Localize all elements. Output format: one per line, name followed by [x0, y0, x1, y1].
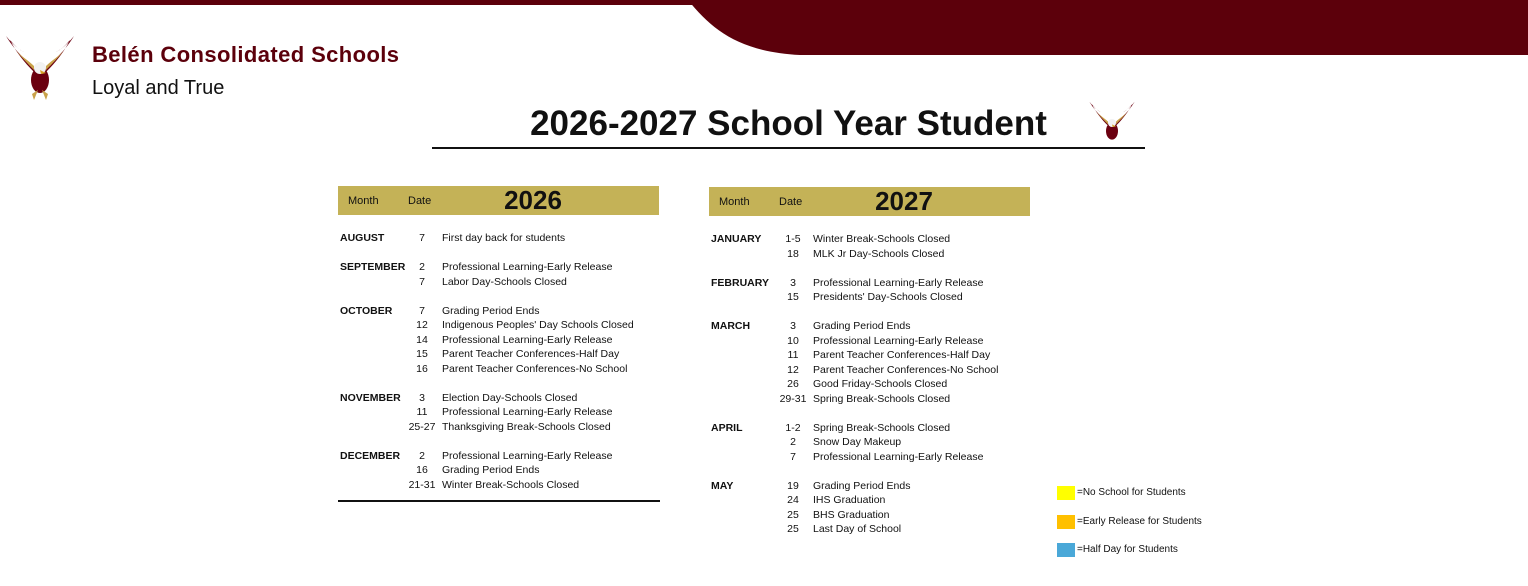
- month-label: APRIL: [711, 421, 743, 434]
- month-label: NOVEMBER: [340, 391, 401, 404]
- year-block-2027: [709, 187, 1030, 551]
- legend-label: =Early Release for Students: [1077, 515, 1202, 527]
- site-tagline: Loyal and True: [92, 77, 225, 99]
- site-title[interactable]: Belén Consolidated Schools: [92, 42, 400, 67]
- month-group-september: [338, 260, 659, 289]
- event-date: 2: [419, 261, 425, 273]
- event-row: [338, 405, 659, 420]
- event-date: 7: [790, 450, 796, 463]
- event-row: [709, 319, 1030, 334]
- month-column-header: Month: [348, 195, 379, 207]
- month-group-april: [709, 421, 1030, 465]
- event-date: 7: [419, 232, 425, 244]
- year-label: 2027: [875, 186, 933, 216]
- event-date: 25-27: [408, 420, 436, 433]
- event-description: Good Friday-Schools Closed: [813, 378, 948, 390]
- eagle-mascot-icon: [1088, 98, 1136, 148]
- event-row: [338, 318, 659, 333]
- event-description: Grading Period Ends: [813, 320, 911, 332]
- event-description: Spring Break-Schools Closed: [813, 392, 951, 405]
- event-date: 19: [787, 479, 799, 492]
- event-description: Professional Learning-Early Release: [442, 261, 613, 273]
- event-row: [709, 450, 1030, 465]
- event-date: 7: [419, 304, 425, 317]
- event-description: Parent Teacher Conferences-No School: [813, 363, 999, 376]
- legend-label: =Half Day for Students: [1077, 544, 1178, 555]
- title-divider: [432, 147, 1145, 149]
- event-date: 21-31: [408, 478, 436, 491]
- event-row: [709, 363, 1030, 378]
- event-description: Winter Break-Schools Closed: [442, 478, 580, 491]
- event-date: 18: [787, 247, 799, 260]
- event-row: [709, 232, 1030, 247]
- event-description: First day back for students: [442, 232, 566, 244]
- event-description: Parent Teacher Conferences-Half Day: [442, 348, 620, 360]
- event-row: [709, 377, 1030, 392]
- month-group-october: [338, 304, 659, 377]
- event-date: 7: [419, 275, 425, 288]
- event-description: IHS Graduation: [813, 494, 886, 506]
- event-description: Labor Day-Schools Closed: [442, 275, 567, 288]
- event-date: 12: [416, 319, 428, 331]
- event-description: Thanksgiving Break-Schools Closed: [442, 420, 611, 433]
- event-row: [338, 304, 659, 319]
- event-description: Parent Teacher Conferences-No School: [442, 362, 628, 375]
- year-block-2026: [338, 186, 659, 507]
- event-description: Professional Learning-Early Release: [442, 449, 613, 462]
- event-description: Professional Learning-Early Release: [442, 333, 613, 346]
- month-group-may: [709, 479, 1030, 537]
- event-row: [709, 493, 1030, 508]
- event-date: 16: [416, 362, 428, 375]
- month-group-january: [709, 232, 1030, 261]
- event-date: 25: [787, 508, 799, 521]
- month-group-february: [709, 276, 1030, 305]
- event-date: 10: [787, 334, 799, 347]
- event-date: 3: [790, 276, 796, 289]
- event-row: [338, 391, 659, 406]
- event-description: Last Day of School: [813, 523, 902, 535]
- event-date: 1-5: [785, 233, 801, 245]
- event-date: 25: [787, 523, 799, 535]
- event-row: [338, 478, 659, 493]
- event-row: [338, 260, 659, 275]
- event-row: [338, 362, 659, 377]
- event-row: [709, 508, 1030, 523]
- event-date: 16: [416, 464, 428, 476]
- event-row: [709, 421, 1030, 436]
- year-header: [709, 187, 1030, 216]
- event-row: [709, 247, 1030, 262]
- month-label: DECEMBER: [340, 449, 401, 462]
- event-date: 29-31: [779, 392, 807, 405]
- event-row: [709, 522, 1030, 537]
- month-label: OCTOBER: [340, 304, 393, 317]
- event-row: [709, 290, 1030, 305]
- event-date: 26: [787, 378, 799, 390]
- event-row: [709, 479, 1030, 494]
- event-row: [338, 275, 659, 290]
- event-description: Parent Teacher Conferences-Half Day: [813, 349, 991, 361]
- event-date: 14: [416, 333, 428, 346]
- event-description: MLK Jr Day-Schools Closed: [813, 247, 945, 260]
- month-label: FEBRUARY: [711, 276, 769, 289]
- date-column-header: Date: [408, 195, 432, 207]
- event-description: BHS Graduation: [813, 508, 890, 521]
- legend-swatch: [1057, 515, 1075, 529]
- event-date: 3: [790, 320, 796, 332]
- event-row: [338, 420, 659, 435]
- month-column-header: Month: [719, 196, 750, 208]
- date-column-header: Date: [779, 196, 803, 208]
- event-date: 24: [787, 494, 799, 506]
- event-description: Professional Learning-Early Release: [442, 406, 613, 418]
- event-row: [338, 449, 659, 464]
- eagle-logo-icon[interactable]: [4, 32, 76, 104]
- event-date: 11: [787, 349, 799, 361]
- event-description: Election Day-Schools Closed: [442, 391, 578, 404]
- event-description: Presidents' Day-Schools Closed: [813, 291, 963, 303]
- event-description: Professional Learning-Early Release: [813, 276, 984, 289]
- event-description: Professional Learning-Early Release: [813, 450, 984, 463]
- event-description: Winter Break-Schools Closed: [813, 233, 951, 245]
- event-date: 15: [416, 348, 428, 360]
- month-group-november: [338, 391, 659, 435]
- event-description: Grading Period Ends: [442, 304, 540, 317]
- month-group-august: [338, 231, 659, 246]
- month-label: MARCH: [711, 320, 751, 332]
- event-date: 3: [419, 391, 425, 404]
- year-end-divider: [338, 500, 660, 502]
- event-row: [709, 392, 1030, 407]
- legend-swatch: [1057, 486, 1075, 500]
- month-label: SEPTEMBER: [340, 261, 406, 273]
- event-row: [709, 276, 1030, 291]
- event-row: [709, 334, 1030, 349]
- event-description: Grading Period Ends: [813, 479, 911, 492]
- event-date: 1-2: [785, 421, 801, 434]
- year-header: [338, 186, 659, 215]
- event-description: Snow Day Makeup: [813, 436, 902, 448]
- event-row: [338, 463, 659, 478]
- event-date: 2: [419, 449, 425, 462]
- month-label: MAY: [711, 479, 734, 492]
- event-row: [338, 347, 659, 362]
- event-row: [338, 333, 659, 348]
- event-date: 11: [416, 406, 428, 418]
- month-label: JANUARY: [711, 233, 762, 245]
- month-label: AUGUST: [340, 232, 385, 244]
- event-date: 12: [787, 363, 799, 376]
- event-description: Grading Period Ends: [442, 464, 540, 476]
- event-row: [709, 348, 1030, 363]
- event-description: Professional Learning-Early Release: [813, 334, 984, 347]
- calendar-title: 2026-2027 School Year Student: [530, 104, 1047, 143]
- event-date: 2: [790, 436, 796, 448]
- event-row: [709, 435, 1030, 450]
- event-description: Indigenous Peoples' Day Schools Closed: [442, 319, 634, 331]
- year-label: 2026: [504, 185, 562, 215]
- event-description: Spring Break-Schools Closed: [813, 421, 951, 434]
- event-date: 15: [787, 291, 799, 303]
- legend-label: =No School for Students: [1077, 487, 1186, 498]
- month-group-december: [338, 449, 659, 493]
- legend-swatch: [1057, 543, 1075, 557]
- month-group-march: [709, 319, 1030, 406]
- event-row: [338, 231, 659, 246]
